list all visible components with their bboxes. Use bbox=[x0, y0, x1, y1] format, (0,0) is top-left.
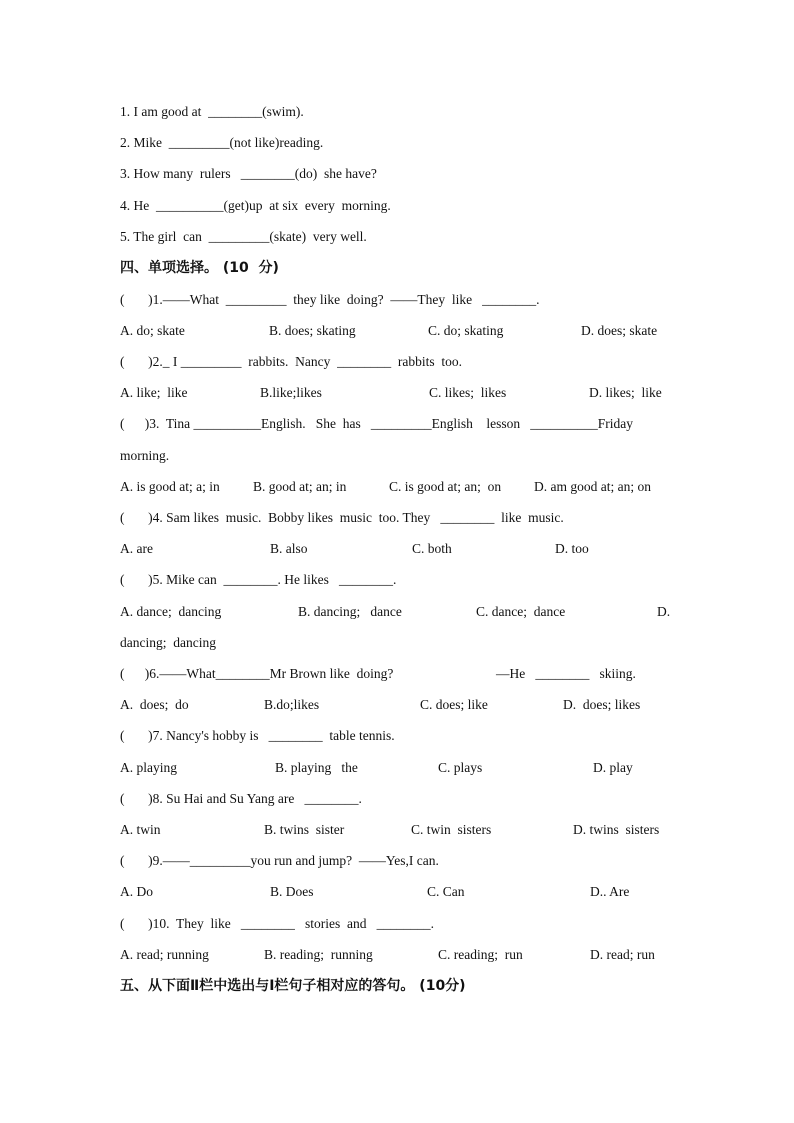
q5-option-d-continued: dancing; dancing bbox=[120, 635, 216, 650]
q1-option-d: D. does; skate bbox=[581, 323, 658, 338]
q1-option-b: B. does; skating bbox=[269, 323, 356, 338]
question-3-stem-continued: morning. bbox=[120, 448, 170, 463]
question-6-response: —He ________ skiing. bbox=[496, 666, 636, 681]
q6-option-b: B.do;likes bbox=[264, 697, 320, 712]
q6-option-a: A. does; do bbox=[120, 697, 189, 712]
q4-option-b: B. also bbox=[270, 541, 308, 556]
fill-in-line-2: 2. Mike _________(not like)reading. bbox=[120, 135, 324, 150]
q7-option-c: C. plays bbox=[438, 760, 483, 775]
q6-option-c: C. does; like bbox=[420, 697, 488, 712]
q8-option-d: D. twins sisters bbox=[573, 822, 660, 837]
q4-option-c: C. both bbox=[412, 541, 452, 556]
question-6-stem: ( )6.——What________Mr Brown like doing? bbox=[120, 666, 394, 681]
q9-option-a: A. Do bbox=[120, 884, 153, 899]
q2-option-a: A. like; like bbox=[120, 385, 188, 400]
question-7-stem: ( )7. Nancy's hobby is ________ table tennis. bbox=[120, 728, 395, 743]
q2-option-c: C. likes; likes bbox=[429, 385, 507, 400]
q8-option-b: B. twins sister bbox=[264, 822, 345, 837]
q3-option-a: A. is good at; a; in bbox=[120, 479, 220, 494]
q7-option-b: B. playing the bbox=[275, 760, 358, 775]
q5-option-b: B. dancing; dance bbox=[298, 604, 402, 619]
section-4-heading: 四、单项选择。 (10 分) bbox=[120, 260, 279, 276]
q2-option-b: B.like;likes bbox=[260, 385, 322, 400]
fill-in-line-1: 1. I am good at ________(swim). bbox=[120, 104, 304, 119]
fill-in-line-3: 3. How many rulers ________(do) she have? bbox=[120, 166, 377, 181]
q5-option-d: D. bbox=[657, 604, 671, 619]
question-2-stem: ( )2._ I _________ rabbits. Nancy ________ rabbits too. bbox=[120, 354, 462, 369]
q7-option-a: A. playing bbox=[120, 760, 177, 775]
q3-option-c: C. is good at; an; on bbox=[389, 479, 502, 494]
question-5-stem: ( )5. Mike can ________. He likes ________. bbox=[120, 572, 397, 587]
q8-option-a: A. twin bbox=[120, 822, 161, 837]
q9-option-d: D.. Are bbox=[590, 884, 630, 899]
q3-option-b: B. good at; an; in bbox=[253, 479, 347, 494]
q9-option-b: B. Does bbox=[270, 884, 314, 899]
section-5-heading: 五、从下面Ⅱ栏中选出与Ⅰ栏句子相对应的答句。 (10分) bbox=[120, 978, 466, 994]
q2-option-d: D. likes; like bbox=[589, 385, 662, 400]
question-3-stem: ( )3. Tina __________English. She has _________English lesson __________Friday bbox=[120, 416, 634, 431]
q1-option-c: C. do; skating bbox=[428, 323, 504, 338]
q5-option-a: A. dance; dancing bbox=[120, 604, 222, 619]
question-8-stem: ( )8. Su Hai and Su Yang are ________. bbox=[120, 791, 362, 806]
q10-option-d: D. read; run bbox=[590, 947, 655, 962]
question-1-stem: ( )1.——What _________ they like doing? ——They like ________. bbox=[120, 292, 540, 307]
fill-in-line-5: 5. The girl can _________(skate) very well. bbox=[120, 229, 367, 244]
q10-option-c: C. reading; run bbox=[438, 947, 523, 962]
q4-option-a: A. are bbox=[120, 541, 153, 556]
q3-option-d: D. am good at; an; on bbox=[534, 479, 651, 494]
q1-option-a: A. do; skate bbox=[120, 323, 185, 338]
fill-in-line-4: 4. He __________(get)up at six every morning. bbox=[120, 198, 391, 213]
q5-option-c: C. dance; dance bbox=[476, 604, 566, 619]
q9-option-c: C. Can bbox=[427, 884, 465, 899]
question-10-stem: ( )10. They like ________ stories and ________. bbox=[120, 916, 434, 931]
question-4-stem: ( )4. Sam likes music. Bobby likes music too. They ________ like music. bbox=[120, 510, 564, 525]
q4-option-d: D. too bbox=[555, 541, 589, 556]
q6-option-d: D. does; likes bbox=[563, 697, 641, 712]
q8-option-c: C. twin sisters bbox=[411, 822, 492, 837]
question-9-stem: ( )9.——_________you run and jump? ——Yes,I can. bbox=[120, 853, 439, 868]
q10-option-a: A. read; running bbox=[120, 947, 209, 962]
q10-option-b: B. reading; running bbox=[264, 947, 373, 962]
q7-option-d: D. play bbox=[593, 760, 633, 775]
